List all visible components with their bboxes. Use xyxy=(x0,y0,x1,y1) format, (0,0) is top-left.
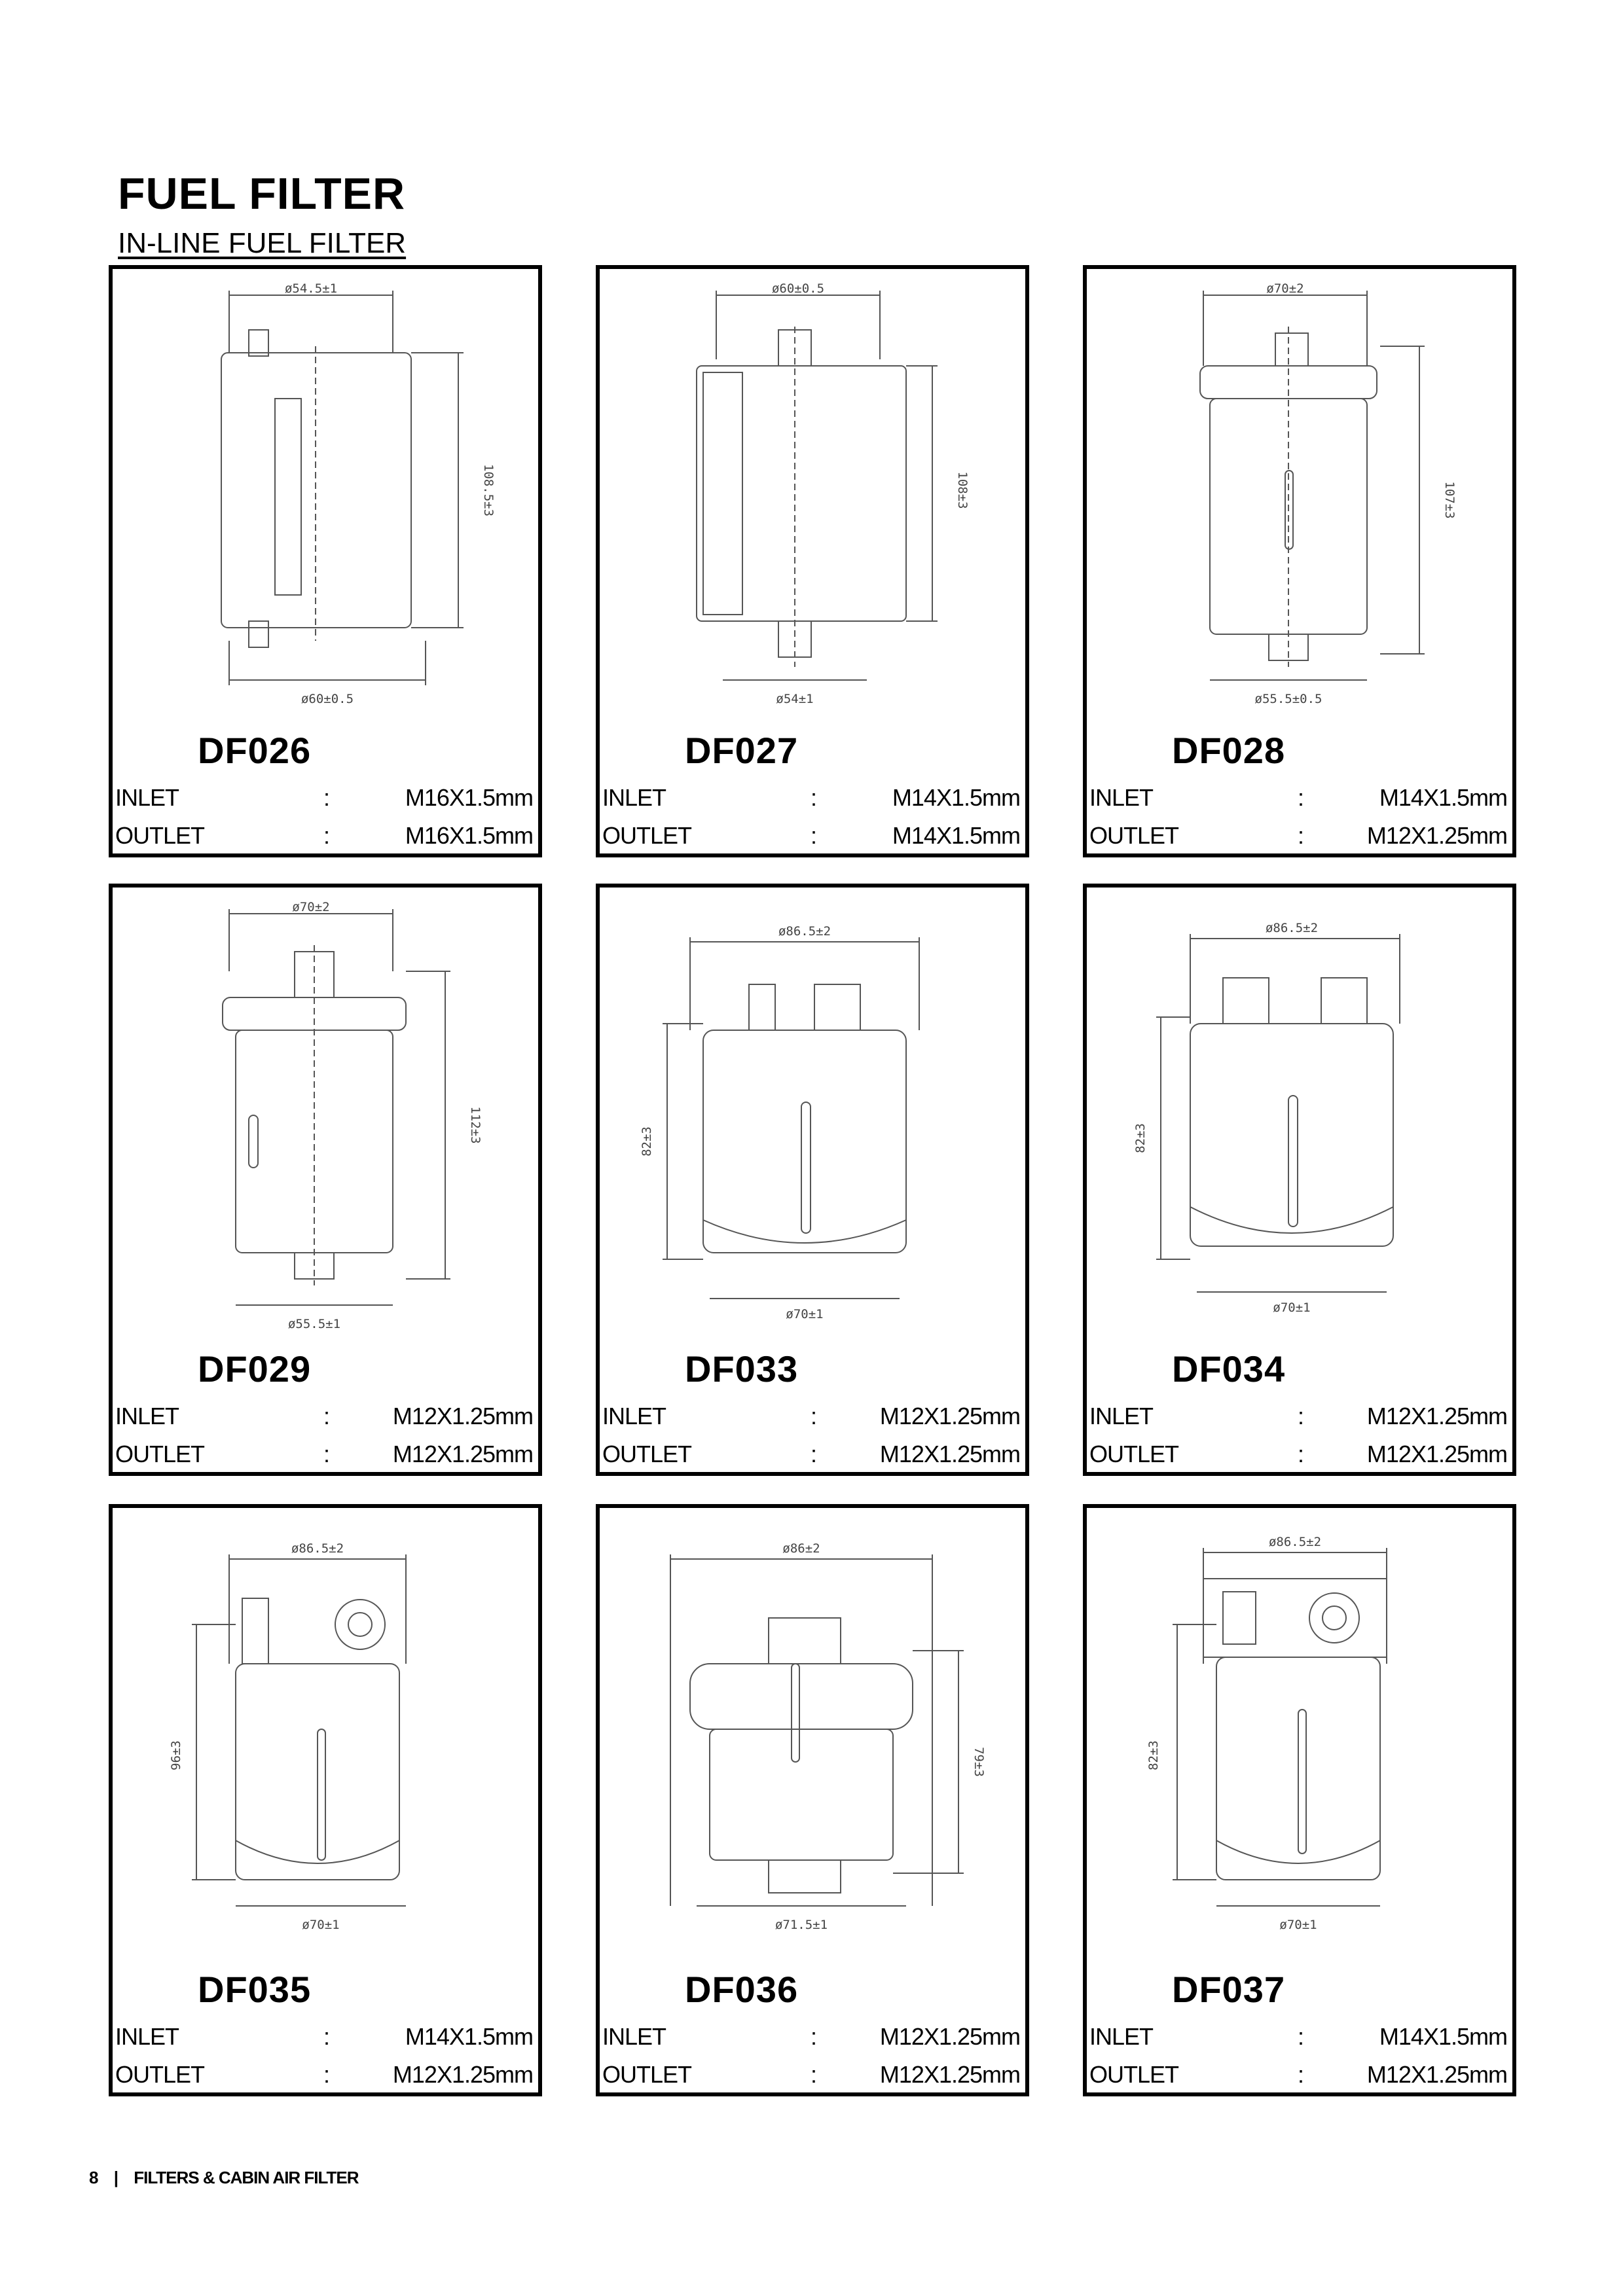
product-code: DF028 xyxy=(1172,730,1286,771)
fuel-filter-drawing-df027 xyxy=(605,274,1020,726)
svg-text:82±3: 82±3 xyxy=(640,1126,654,1157)
outlet-row xyxy=(602,2056,1020,2093)
product-card-df029 xyxy=(109,884,542,1476)
footer-separator: | xyxy=(113,2168,118,2187)
filter-drawing xyxy=(605,893,1020,1344)
product-card-df035 xyxy=(109,1504,542,2096)
colon: : xyxy=(323,2023,330,2050)
outlet-label: OUTLET xyxy=(115,2061,205,2088)
product-card-df037 xyxy=(1083,1504,1516,2096)
svg-text:ø86.5±2: ø86.5±2 xyxy=(291,1541,344,1556)
page-footer xyxy=(89,2168,359,2188)
colon: : xyxy=(811,1441,817,1467)
svg-text:ø70±2: ø70±2 xyxy=(292,900,330,914)
colon: : xyxy=(1298,1403,1304,1429)
inlet-row xyxy=(1089,1398,1507,1435)
fuel-filter-drawing-df037 xyxy=(1092,1513,1507,1965)
outlet-label: OUTLET xyxy=(602,1441,692,1467)
colon: : xyxy=(811,1403,817,1429)
product-code: DF033 xyxy=(685,1348,799,1390)
page-number: 8 xyxy=(89,2168,98,2187)
inlet-row xyxy=(1089,780,1507,816)
svg-text:ø70±1: ø70±1 xyxy=(302,1918,340,1932)
product-code: DF037 xyxy=(1172,1969,1286,2010)
outlet-row xyxy=(602,1436,1020,1473)
product-card-df036 xyxy=(596,1504,1029,2096)
svg-text:ø60±0.5: ø60±0.5 xyxy=(771,281,825,296)
svg-text:ø54.5±1: ø54.5±1 xyxy=(284,281,338,296)
inlet-value: M12X1.25mm xyxy=(392,1403,533,1429)
filter-drawing xyxy=(118,274,533,726)
fuel-filter-drawing-df026 xyxy=(118,274,533,726)
outlet-row xyxy=(1089,1436,1507,1473)
svg-text:112±3: 112±3 xyxy=(468,1106,483,1144)
inlet-value: M16X1.5mm xyxy=(405,784,533,811)
colon: : xyxy=(811,2061,817,2088)
inlet-label: INLET xyxy=(602,784,666,811)
product-code: DF034 xyxy=(1172,1348,1286,1390)
svg-text:ø60±0.5: ø60±0.5 xyxy=(301,692,354,706)
colon: : xyxy=(323,1403,330,1429)
outlet-row xyxy=(602,817,1020,854)
fuel-filter-drawing-df029 xyxy=(118,893,533,1344)
outlet-label: OUTLET xyxy=(115,822,205,849)
outlet-value: M12X1.25mm xyxy=(392,2061,533,2088)
outlet-label: OUTLET xyxy=(1089,2061,1179,2088)
outlet-value: M12X1.25mm xyxy=(1366,2061,1507,2088)
svg-text:108±3: 108±3 xyxy=(955,471,970,509)
fuel-filter-drawing-df035 xyxy=(118,1513,533,1965)
outlet-row xyxy=(1089,2056,1507,2093)
filter-drawing xyxy=(1092,274,1507,726)
svg-text:ø86.5±2: ø86.5±2 xyxy=(1268,1535,1322,1549)
fuel-filter-drawing-df036 xyxy=(605,1513,1020,1965)
colon: : xyxy=(1298,2061,1304,2088)
outlet-label: OUTLET xyxy=(602,2061,692,2088)
svg-text:82±3: 82±3 xyxy=(1146,1740,1161,1770)
svg-text:ø86.5±2: ø86.5±2 xyxy=(778,924,831,939)
inlet-label: INLET xyxy=(115,784,179,811)
inlet-label: INLET xyxy=(1089,784,1154,811)
outlet-row xyxy=(1089,817,1507,854)
inlet-row xyxy=(1089,2018,1507,2055)
svg-text:ø71.5±1: ø71.5±1 xyxy=(775,1918,828,1932)
inlet-value: M14X1.5mm xyxy=(892,784,1020,811)
inlet-row xyxy=(115,2018,533,2055)
filter-drawing xyxy=(118,1513,533,1965)
svg-text:ø55.5±1: ø55.5±1 xyxy=(287,1317,341,1331)
svg-text:96±3: 96±3 xyxy=(169,1740,183,1770)
outlet-label: OUTLET xyxy=(602,822,692,849)
outlet-value: M12X1.25mm xyxy=(1366,1441,1507,1467)
filter-drawing xyxy=(1092,1513,1507,1965)
svg-text:108.5±3: 108.5±3 xyxy=(481,463,496,517)
product-card-df033 xyxy=(596,884,1029,1476)
outlet-value: M12X1.25mm xyxy=(879,2061,1020,2088)
svg-text:ø70±1: ø70±1 xyxy=(1273,1300,1311,1315)
colon: : xyxy=(323,822,330,849)
colon: : xyxy=(323,2061,330,2088)
filter-drawing xyxy=(118,893,533,1344)
outlet-label: OUTLET xyxy=(1089,822,1179,849)
svg-text:82±3: 82±3 xyxy=(1133,1123,1148,1153)
outlet-value: M14X1.5mm xyxy=(892,822,1020,849)
product-code: DF026 xyxy=(198,730,312,771)
inlet-value: M12X1.25mm xyxy=(879,1403,1020,1429)
page-title: FUEL FILTER xyxy=(118,169,406,219)
svg-text:ø86.5±2: ø86.5±2 xyxy=(1265,921,1319,935)
product-card-df034 xyxy=(1083,884,1516,1476)
inlet-value: M14X1.5mm xyxy=(405,2023,533,2050)
svg-text:ø70±2: ø70±2 xyxy=(1266,281,1304,296)
product-code: DF029 xyxy=(198,1348,312,1390)
fuel-filter-drawing-df028 xyxy=(1092,274,1507,726)
inlet-label: INLET xyxy=(1089,1403,1154,1429)
filter-drawing xyxy=(605,1513,1020,1965)
outlet-value: M12X1.25mm xyxy=(1366,822,1507,849)
svg-text:ø70±1: ø70±1 xyxy=(1279,1918,1317,1932)
outlet-label: OUTLET xyxy=(1089,1441,1179,1467)
product-card-df028 xyxy=(1083,265,1516,857)
colon: : xyxy=(1298,822,1304,849)
colon: : xyxy=(1298,2023,1304,2050)
svg-text:107±3: 107±3 xyxy=(1442,481,1457,519)
colon: : xyxy=(811,2023,817,2050)
colon: : xyxy=(1298,784,1304,811)
inlet-value: M12X1.25mm xyxy=(879,2023,1020,2050)
colon: : xyxy=(811,822,817,849)
outlet-value: M12X1.25mm xyxy=(879,1441,1020,1467)
filter-drawing xyxy=(1092,893,1507,1344)
colon: : xyxy=(811,784,817,811)
svg-text:79±3: 79±3 xyxy=(972,1747,986,1777)
svg-text:ø70±1: ø70±1 xyxy=(786,1307,824,1321)
product-code: DF035 xyxy=(198,1969,312,2010)
colon: : xyxy=(323,784,330,811)
inlet-row xyxy=(602,780,1020,816)
inlet-label: INLET xyxy=(115,2023,179,2050)
product-card-df026 xyxy=(109,265,542,857)
svg-text:ø86±2: ø86±2 xyxy=(782,1541,820,1556)
svg-text:ø54±1: ø54±1 xyxy=(776,692,814,706)
inlet-value: M14X1.5mm xyxy=(1379,784,1507,811)
outlet-row xyxy=(115,2056,533,2093)
footer-section: FILTERS & CABIN AIR FILTER xyxy=(134,2168,359,2187)
outlet-value: M16X1.5mm xyxy=(405,822,533,849)
outlet-row xyxy=(115,817,533,854)
inlet-value: M12X1.25mm xyxy=(1366,1403,1507,1429)
svg-text:ø55.5±0.5: ø55.5±0.5 xyxy=(1254,692,1322,706)
outlet-row xyxy=(115,1436,533,1473)
inlet-label: INLET xyxy=(602,1403,666,1429)
inlet-row xyxy=(602,2018,1020,2055)
inlet-row xyxy=(115,780,533,816)
product-code: DF027 xyxy=(685,730,799,771)
page-subtitle: IN-LINE FUEL FILTER xyxy=(118,227,407,259)
inlet-row xyxy=(115,1398,533,1435)
inlet-row xyxy=(602,1398,1020,1435)
product-card-df027 xyxy=(596,265,1029,857)
outlet-label: OUTLET xyxy=(115,1441,205,1467)
fuel-filter-drawing-df034 xyxy=(1092,893,1507,1344)
filter-drawing xyxy=(605,274,1020,726)
inlet-label: INLET xyxy=(1089,2023,1154,2050)
inlet-value: M14X1.5mm xyxy=(1379,2023,1507,2050)
product-code: DF036 xyxy=(685,1969,799,2010)
inlet-label: INLET xyxy=(602,2023,666,2050)
colon: : xyxy=(323,1441,330,1467)
inlet-label: INLET xyxy=(115,1403,179,1429)
colon: : xyxy=(1298,1441,1304,1467)
fuel-filter-drawing-df033 xyxy=(605,893,1020,1344)
outlet-value: M12X1.25mm xyxy=(392,1441,533,1467)
